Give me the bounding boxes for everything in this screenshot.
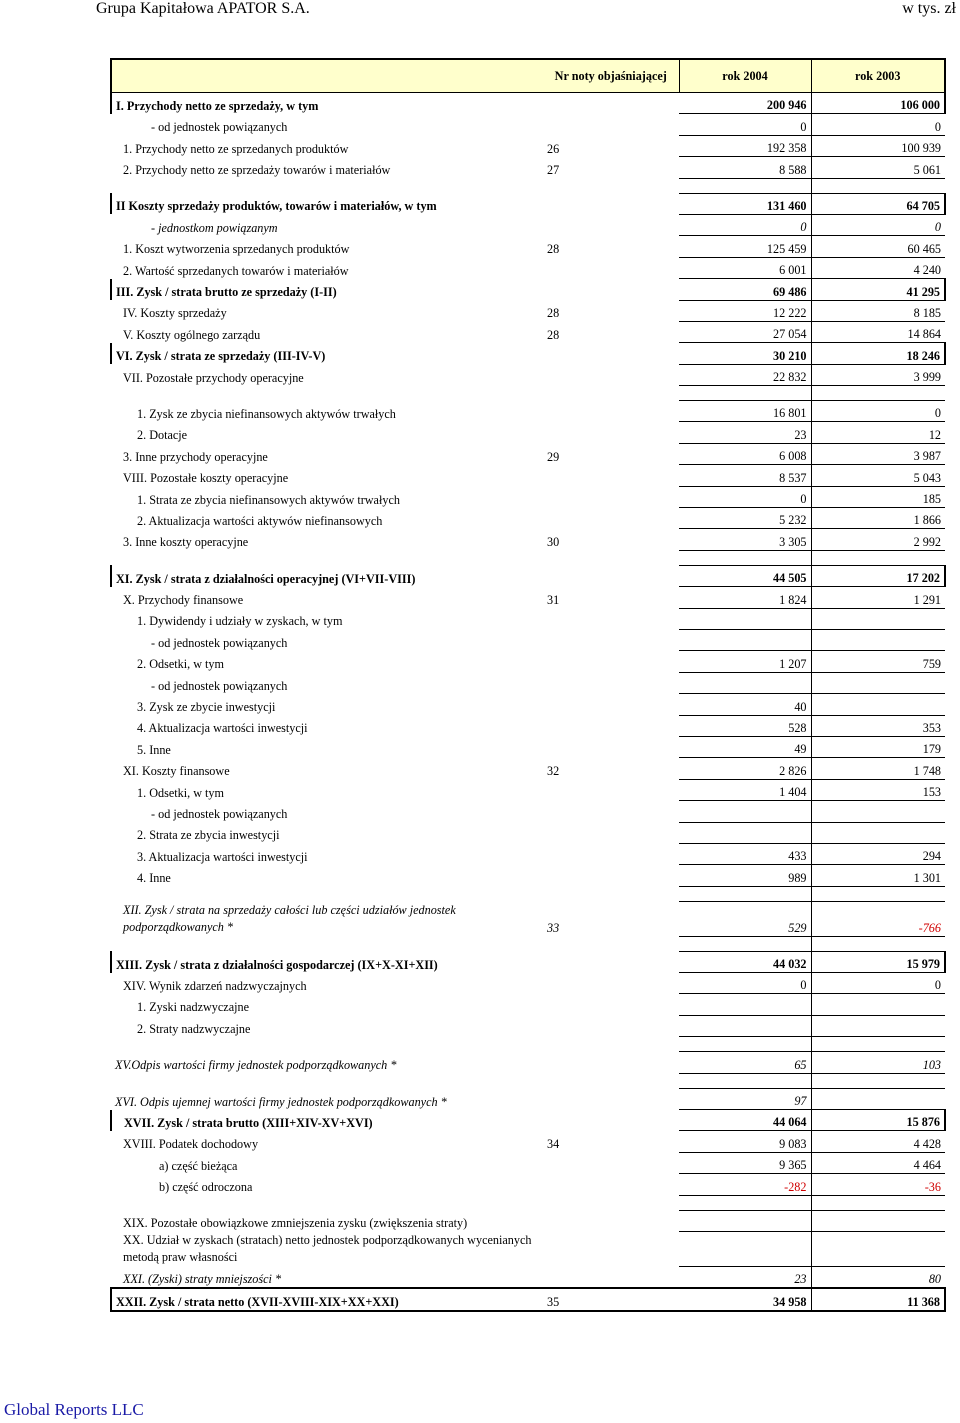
table-row <box>111 565 945 586</box>
table-row <box>111 401 945 422</box>
note-number <box>543 1231 679 1266</box>
value-2004: 528 <box>679 715 811 736</box>
note-number <box>543 257 679 278</box>
spacer-row <box>111 1195 945 1210</box>
row-label: 3. Aktualizacja wartości inwestycji <box>137 849 308 864</box>
value-2003: 4 428 <box>811 1131 945 1152</box>
value-2004: 44 505 <box>679 565 811 586</box>
note-number <box>543 422 679 443</box>
note-number <box>543 114 679 135</box>
table-row <box>111 994 945 1015</box>
header-year-2004: rok 2004 <box>679 59 811 93</box>
table-row <box>111 843 945 864</box>
value-2004: 192 358 <box>679 135 811 156</box>
note-number <box>543 865 679 886</box>
value-2003: 0 <box>811 214 945 235</box>
value-2004: 0 <box>679 486 811 507</box>
value-2003: 103 <box>811 1052 945 1073</box>
note-number: 30 <box>547 535 560 550</box>
value-2004: 2 826 <box>679 758 811 779</box>
note-number: 28 <box>547 327 560 342</box>
value-2004: 6 001 <box>679 257 811 278</box>
row-label: XXII. Zysk / strata netto (XVII-XVIII-XIX+XX+XXI) <box>111 1288 543 1310</box>
row-label: VII. Pozostałe przychody operacyjne <box>123 370 304 385</box>
row-label: XIX. Pozostałe obowiązkowe zmniejszenia zysku (zwiększenia straty) <box>123 1216 468 1231</box>
table-row <box>111 214 945 235</box>
value-2004: 44 064 <box>679 1110 811 1131</box>
value-2003: -36 <box>811 1174 945 1195</box>
row-label: IV. Koszty sprzedaży <box>123 306 227 321</box>
note-number <box>543 1110 679 1131</box>
note-number <box>543 973 679 994</box>
value-2004: 65 <box>679 1052 811 1073</box>
note-number <box>543 1052 679 1073</box>
note-number <box>543 343 679 364</box>
value-2004: 5 232 <box>679 508 811 529</box>
value-2003: 5 043 <box>811 465 945 486</box>
note-number <box>543 465 679 486</box>
value-2004 <box>679 822 811 843</box>
spacer-row <box>111 550 945 565</box>
value-2004: 200 946 <box>679 93 811 114</box>
value-2003 <box>811 1231 945 1266</box>
row-label: 3. Inne koszty operacyjne <box>123 535 249 550</box>
row-label: - od jednostek powiązanych <box>151 120 288 135</box>
value-2003: 12 <box>811 422 945 443</box>
row-label: b) część odroczona <box>159 1180 253 1195</box>
row-label: 1. Zysk ze zbycia niefinansowych aktywów trwałych <box>137 406 396 421</box>
table-row <box>111 157 945 178</box>
value-2004: 0 <box>679 214 811 235</box>
value-2003: 759 <box>811 651 945 672</box>
table-row <box>111 93 945 114</box>
value-2003: 2 992 <box>811 529 945 550</box>
table-row <box>111 629 945 650</box>
value-2003: 5 061 <box>811 157 945 178</box>
note-number: 26 <box>547 141 560 156</box>
note-number <box>543 1015 679 1036</box>
value-2003: 1 866 <box>811 508 945 529</box>
table-row <box>111 694 945 715</box>
table-row <box>111 114 945 135</box>
note-number <box>543 629 679 650</box>
row-label: 2. Strata ze zbycia inwestycji <box>137 828 280 843</box>
value-2003 <box>811 672 945 693</box>
value-2004: 433 <box>679 843 811 864</box>
table-row <box>111 1266 945 1288</box>
table-row <box>111 422 945 443</box>
value-2003 <box>811 629 945 650</box>
note-number <box>543 565 679 586</box>
table-row <box>111 736 945 757</box>
row-label: VI. Zysk / strata ze sprzedaży (III-IV-V) <box>111 343 543 364</box>
value-2004: 49 <box>679 736 811 757</box>
note-number <box>543 608 679 629</box>
row-label: XI. Zysk / strata z działalności operacyjnej (VI+VII-VIII) <box>111 565 543 586</box>
table-row <box>111 1288 945 1310</box>
header-year-2003: rok 2003 <box>811 59 945 93</box>
value-2004: 1 207 <box>679 651 811 672</box>
value-2003: 3 999 <box>811 364 945 385</box>
value-2003: 60 465 <box>811 236 945 257</box>
value-2003: 41 295 <box>811 279 945 300</box>
table-row <box>111 758 945 779</box>
value-2003: 100 939 <box>811 135 945 156</box>
table-row <box>111 465 945 486</box>
value-2003: 3 987 <box>811 443 945 464</box>
value-2003: -766 <box>811 901 945 936</box>
row-label: V. Koszty ogólnego zarządu <box>123 327 261 342</box>
row-label: 2. Wartość sprzedanych towarów i materiałów <box>123 263 349 278</box>
table-row <box>111 801 945 822</box>
value-2003: 1 748 <box>811 758 945 779</box>
spacer-row <box>111 936 945 951</box>
note-number <box>543 279 679 300</box>
table-row <box>111 587 945 608</box>
note-number <box>543 1088 679 1109</box>
row-label: VIII. Pozostałe koszty operacyjne <box>123 471 289 486</box>
table-row <box>111 672 945 693</box>
spacer-row <box>111 1037 945 1052</box>
row-label: a) część bieżąca <box>159 1158 238 1173</box>
table-row <box>111 1131 945 1152</box>
note-number <box>543 214 679 235</box>
row-label: XVII. Zysk / strata brutto (XIII+XIV-XV+XVI) <box>111 1110 543 1131</box>
row-label: III. Zysk / strata brutto ze sprzedaży (I-II) <box>111 279 543 300</box>
note-number <box>543 1210 679 1231</box>
value-2004: 22 832 <box>679 364 811 385</box>
value-2003 <box>811 994 945 1015</box>
table-row <box>111 901 945 936</box>
value-2003: 1 301 <box>811 865 945 886</box>
value-2003 <box>811 1015 945 1036</box>
row-label: II Koszty sprzedaży produktów, towarów i materiałów, w tym <box>111 193 543 214</box>
value-2004: -282 <box>679 1174 811 1195</box>
income-statement-table <box>110 58 946 1312</box>
row-label: 3. Zysk ze zbycie inwestycji <box>137 700 276 715</box>
row-label: 2. Aktualizacja wartości aktywów niefinansowych <box>137 513 383 528</box>
table-row <box>111 1088 945 1109</box>
note-number: 27 <box>547 163 560 178</box>
value-2004: 125 459 <box>679 236 811 257</box>
note-number <box>543 951 679 972</box>
value-2004 <box>679 1015 811 1036</box>
note-number <box>543 93 679 114</box>
row-label: XVIII. Podatek dochodowy <box>123 1137 259 1152</box>
value-2003: 179 <box>811 736 945 757</box>
note-number <box>543 1174 679 1195</box>
value-2003: 8 185 <box>811 300 945 321</box>
table-row <box>111 1152 945 1173</box>
note-number <box>543 779 679 800</box>
note-number <box>543 1266 679 1288</box>
value-2004 <box>679 672 811 693</box>
row-label: 1. Koszt wytworzenia sprzedanych produktów <box>123 242 350 257</box>
table-row <box>111 1015 945 1036</box>
table-row <box>111 529 945 550</box>
spacer-row <box>111 1073 945 1088</box>
value-2004: 1 404 <box>679 779 811 800</box>
company-name: Grupa Kapitałowa APATOR S.A. <box>96 0 310 17</box>
table-row <box>111 321 945 342</box>
note-number <box>543 994 679 1015</box>
value-2003: 294 <box>811 843 945 864</box>
table-row <box>111 443 945 464</box>
value-2004: 131 460 <box>679 193 811 214</box>
note-number <box>543 715 679 736</box>
value-2003: 64 705 <box>811 193 945 214</box>
row-label: XIV. Wynik zdarzeń nadzwyczajnych <box>123 978 307 993</box>
table-row <box>111 779 945 800</box>
value-2004 <box>679 1231 811 1266</box>
row-label: XXI. (Zyski) straty mniejszości * <box>123 1272 282 1287</box>
value-2003: 17 202 <box>811 565 945 586</box>
table-row <box>111 236 945 257</box>
value-2003: 14 864 <box>811 321 945 342</box>
row-label: XV.Odpis wartości firmy jednostek podporządkowanych * <box>115 1058 397 1073</box>
value-2003 <box>811 801 945 822</box>
note-number: 28 <box>547 306 560 321</box>
table-row <box>111 865 945 886</box>
row-label: 5. Inne <box>137 742 171 757</box>
note-number <box>543 822 679 843</box>
spacer-row <box>111 386 945 401</box>
value-2004: 8 537 <box>679 465 811 486</box>
table-row <box>111 1210 945 1231</box>
row-label: - jednostkom powiązanym <box>151 220 278 235</box>
row-label: 1. Zyski nadzwyczajne <box>137 1000 250 1015</box>
note-number: 33 <box>547 921 560 936</box>
value-2003: 0 <box>811 401 945 422</box>
value-2004: 97 <box>679 1088 811 1109</box>
value-2003 <box>811 1210 945 1231</box>
row-label: XVI. Odpis ujemnej wartości firmy jednostek podporządkowanych * <box>115 1094 447 1109</box>
value-2003: 353 <box>811 715 945 736</box>
value-2004: 30 210 <box>679 343 811 364</box>
value-2004: 40 <box>679 694 811 715</box>
row-label: 2. Straty nadzwyczajne <box>137 1021 251 1036</box>
value-2004: 12 222 <box>679 300 811 321</box>
value-2004 <box>679 1210 811 1231</box>
note-number <box>543 486 679 507</box>
value-2003: 4 240 <box>811 257 945 278</box>
table-row <box>111 973 945 994</box>
row-label: XX. Udział w zyskach (stratach) netto jednostek podporządkowanych wycenianych metodą praw własności <box>123 1233 532 1265</box>
value-2004: 6 008 <box>679 443 811 464</box>
note-number <box>543 843 679 864</box>
table-row <box>111 257 945 278</box>
value-2003: 80 <box>811 1266 945 1288</box>
value-2004: 69 486 <box>679 279 811 300</box>
value-2003: 4 464 <box>811 1152 945 1173</box>
value-2003: 18 246 <box>811 343 945 364</box>
row-label: 1. Dywidendy i udziały w zyskach, w tym <box>137 614 343 629</box>
note-number: 32 <box>547 764 560 779</box>
table-row <box>111 651 945 672</box>
value-2004: 529 <box>679 901 811 936</box>
table-row <box>111 343 945 364</box>
row-label: 4. Inne <box>137 871 171 886</box>
note-number <box>543 1152 679 1173</box>
table-row <box>111 135 945 156</box>
value-2004: 27 054 <box>679 321 811 342</box>
row-label: 4. Aktualizacja wartości inwestycji <box>137 721 308 736</box>
spacer-row <box>111 178 945 193</box>
table-row <box>111 486 945 507</box>
note-number <box>543 672 679 693</box>
table-row <box>111 715 945 736</box>
value-2003: 0 <box>811 114 945 135</box>
value-2003: 0 <box>811 973 945 994</box>
value-2003 <box>811 1088 945 1109</box>
value-2004: 3 305 <box>679 529 811 550</box>
note-number: 34 <box>547 1137 560 1152</box>
table-row <box>111 1110 945 1131</box>
note-number <box>543 401 679 422</box>
value-2004: 23 <box>679 422 811 443</box>
value-2004: 8 588 <box>679 157 811 178</box>
value-2004 <box>679 994 811 1015</box>
value-2004: 34 958 <box>679 1288 811 1310</box>
value-2004 <box>679 608 811 629</box>
note-number: 35 <box>543 1288 679 1310</box>
row-label: I. Przychody netto ze sprzedaży, w tym <box>111 93 543 114</box>
row-label: 3. Inne przychody operacyjne <box>123 449 268 464</box>
note-number <box>543 508 679 529</box>
table-row <box>111 1231 945 1266</box>
value-2004: 9 083 <box>679 1131 811 1152</box>
table-row <box>111 364 945 385</box>
row-label: - od jednostek powiązanych <box>151 635 288 650</box>
table-row <box>111 508 945 529</box>
note-number: 28 <box>547 242 560 257</box>
note-number: 29 <box>547 449 560 464</box>
row-label: XII. Zysk / strata na sprzedaży całości lub części udziałów jednostek podporządkowanych * <box>123 903 456 935</box>
value-2003 <box>811 608 945 629</box>
row-label: - od jednostek powiązanych <box>151 807 288 821</box>
value-2004: 0 <box>679 114 811 135</box>
table-row <box>111 1174 945 1195</box>
value-2003: 1 291 <box>811 587 945 608</box>
currency-unit: w tys. zł <box>902 0 956 17</box>
value-2003: 15 979 <box>811 951 945 972</box>
footer-brand: Global Reports LLC <box>4 1400 144 1419</box>
note-number <box>543 694 679 715</box>
row-label: XIII. Zysk / strata z działalności gospodarczej (IX+X-XI+XII) <box>111 951 543 972</box>
value-2003: 106 000 <box>811 93 945 114</box>
row-label: X. Przychody finansowe <box>123 593 244 608</box>
header-note-number: Nr noty objaśniającej <box>543 59 679 93</box>
row-label: 1. Przychody netto ze sprzedanych produktów <box>123 141 349 156</box>
value-2004 <box>679 801 811 822</box>
value-2003: 185 <box>811 486 945 507</box>
value-2004: 23 <box>679 1266 811 1288</box>
value-2003 <box>811 694 945 715</box>
value-2003: 153 <box>811 779 945 800</box>
value-2004: 9 365 <box>679 1152 811 1173</box>
note-number <box>543 801 679 822</box>
row-label: 2. Odsetki, w tym <box>137 657 225 672</box>
note-number <box>543 736 679 757</box>
table-row <box>111 822 945 843</box>
table-row <box>111 193 945 214</box>
row-label: 2. Przychody netto ze sprzedaży towarów i materiałów <box>123 163 391 178</box>
row-label: XI. Koszty finansowe <box>123 764 230 779</box>
value-2003: 15 876 <box>811 1110 945 1131</box>
row-label: - od jednostek powiązanych <box>151 678 288 693</box>
value-2004: 989 <box>679 865 811 886</box>
value-2004: 1 824 <box>679 587 811 608</box>
row-label: 1. Strata ze zbycia niefinansowych aktywów trwałych <box>137 492 400 507</box>
value-2004: 16 801 <box>679 401 811 422</box>
note-number: 31 <box>547 593 560 608</box>
value-2004: 44 032 <box>679 951 811 972</box>
value-2004 <box>679 629 811 650</box>
note-number <box>543 364 679 385</box>
row-label: 1. Odsetki, w tym <box>137 785 225 800</box>
value-2003: 11 368 <box>811 1288 945 1310</box>
table-row <box>111 608 945 629</box>
table-row <box>111 1052 945 1073</box>
value-2004: 0 <box>679 973 811 994</box>
value-2003 <box>811 822 945 843</box>
spacer-row <box>111 886 945 901</box>
note-number <box>543 651 679 672</box>
table-row <box>111 951 945 972</box>
table-row <box>111 279 945 300</box>
table-header-row <box>111 59 945 93</box>
table-row <box>111 300 945 321</box>
note-number <box>543 193 679 214</box>
row-label: 2. Dotacje <box>137 428 188 443</box>
